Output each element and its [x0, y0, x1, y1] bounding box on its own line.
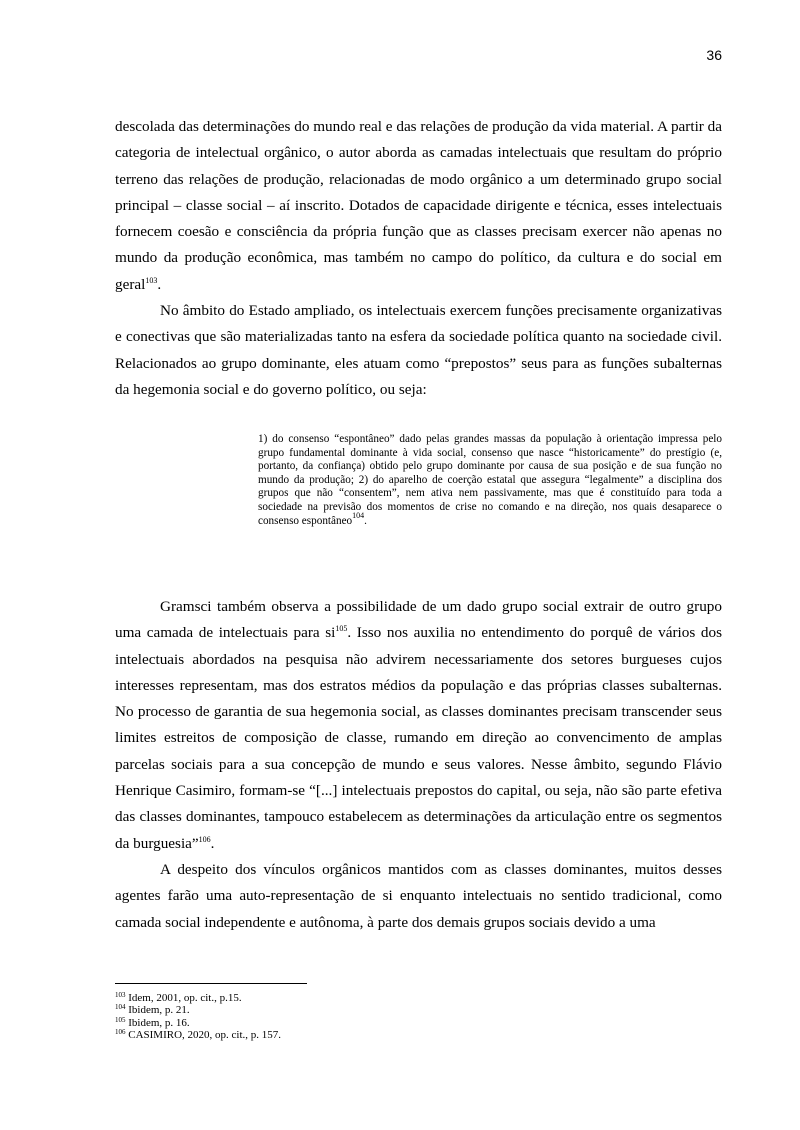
footnote-text: Ibidem, p. 16.: [125, 1016, 190, 1029]
paragraph-1-text: descolada das determinações do mundo real e das relações de produção da vida material. A partir da categoria de intelectual orgânico, o autor aborda as camadas intelectuais que resultam do próprio terreno das relações de produção, relacionadas de modo orgânico a um determinado grupo social principal – classe social – aí inscrito. Dotados de capacidade dirigente e técnica, esses intelectuais fornecem coesão e consciência da própria função que as classes precisam exercer não apenas no mundo da produção econômica, mas também no campo do político, da cultura e do social em geral: [115, 118, 722, 293]
footnote-separator: [115, 983, 307, 984]
footnote-text: Ibidem, p. 21.: [125, 1004, 190, 1017]
paragraph-1: [115, 114, 722, 298]
footnote-text: Idem, 2001, op. cit., p.15.: [125, 992, 242, 1004]
body-text-block-1: [115, 114, 722, 403]
footnote-105: [115, 1017, 281, 1029]
block-quote-text: 1) do consenso “espontâneo” dado pelas grandes massas da população à orientação impressa pelo grupo fundamental dominante à vida social, consenso que nasce “historicamente” do prestígio (e, portanto, da confiança) obtido pelo grupo dominante por causa de sua posição e de sua função no mundo da produção; 2) do aparelho de coerção estatal que assegura “legalmente” a disciplina dos grupos que não “consentem”, nem ativa nem passivamente, mas que é constituído para toda a sociedade na previsão dos momentos de crise no comando e na direção, nos quais desaparece o consenso espontâneo: [258, 433, 722, 527]
paragraph-3-text-b: . Isso nos auxilia no entendimento do porquê de vários dos intelectuais abordados na pesquisa não advirem necessariamente dos setores burgueses cujos interesses representam, mas dos estratos médios da população e das próprias classes subalternas. No processo de garantia de sua hegemonia social, as classes dominantes precisam transcender seus limites estreitos de composição de classe, rumando em direção ao convencimento de amplas parcelas sociais para a sua concepção de mundo e seus valores. Nesse âmbito, segundo Flávio Henrique Casimiro, formam-se “[...] intelectuais prepostos do capital, ou seja, não são parte efetiva das classes dominantes, tampouco estabelecem as determinações da articulação entre os segmentos da burguesia”: [115, 624, 722, 852]
paragraph-2-text: No âmbito do Estado ampliado, os intelectuais exercem funções precisamente organizativas e conectivas que são materializadas tanto na esfera da sociedade política quanto na sociedade civil. Relacionados ao grupo dominante, eles atuam como “prepostos” seus para as funções subalternas da hegemonia social e do governo político, ou seja:: [115, 302, 722, 398]
footnote-103: [115, 992, 281, 1004]
footnotes: [115, 992, 281, 1041]
paragraph-4-text: A despeito dos vínculos orgânicos mantidos com as classes dominantes, muitos desses agentes farão uma auto-representação de si enquanto intelectuais no sentido tradicional, como camada social independente e autônoma, à parte dos demais grupos sociais devido a uma: [115, 860, 722, 931]
footnote-text: CASIMIRO, 2020, op. cit., p. 157.: [125, 1028, 282, 1041]
paragraph-3-end: .: [210, 834, 215, 852]
paragraph-1-end: .: [157, 275, 162, 293]
paragraph-4: [115, 857, 722, 936]
footnote-ref-104[interactable]: 104: [352, 510, 365, 520]
footnote-ref-103[interactable]: 103: [145, 275, 158, 285]
paragraph-2: [115, 298, 722, 403]
footnote-number: 105: [115, 1015, 126, 1024]
footnote-number: 106: [115, 1027, 126, 1036]
paragraph-3: [115, 594, 722, 857]
body-text-block-2: [115, 594, 722, 936]
footnote-ref-105[interactable]: 105: [335, 624, 348, 634]
block-quote: [258, 433, 722, 528]
footnote-ref-106[interactable]: 106: [198, 834, 211, 844]
page-number: 36: [706, 47, 722, 63]
footnote-106: [115, 1029, 281, 1041]
footnote-104: [115, 1004, 281, 1016]
block-quote-end: .: [364, 514, 367, 527]
footnote-number: 103: [115, 991, 126, 999]
footnote-number: 104: [115, 1003, 126, 1012]
paragraph-3-text-a: Gramsci também observa a possibilidade de um dado grupo social extrair de outro grupo uma camada de intelectuais para si: [115, 598, 722, 642]
